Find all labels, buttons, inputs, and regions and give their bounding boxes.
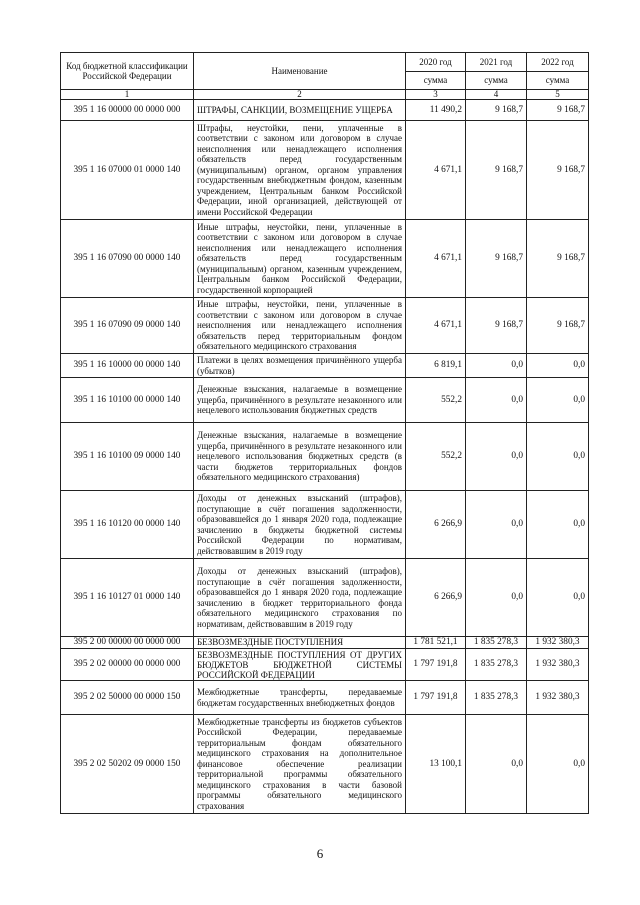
table-row	[61, 637, 589, 649]
row-code: 395 1 16 10120 00 0000 140	[61, 491, 194, 559]
column-number: 4	[466, 90, 527, 100]
row-code: 395 1 16 07090 09 0000 140	[61, 298, 194, 354]
table-row	[61, 681, 589, 715]
column-number: 5	[527, 90, 589, 100]
row-value-2022: 0,0	[527, 354, 589, 378]
table-row	[61, 298, 589, 354]
row-code: 395 2 02 50202 09 0000 150	[61, 715, 194, 814]
row-value-2022: 0,0	[527, 378, 589, 423]
row-value-2022: 1 932 380,3	[527, 649, 589, 681]
row-code: 395 1 16 10100 00 0000 140	[61, 378, 194, 423]
header-sum-2022: сумма	[527, 72, 589, 90]
header-year-2022: 2022 год	[527, 53, 589, 72]
row-name: Межбюджетные трансферты, передаваемые бюджетам государственных внебюджетных фондов	[194, 681, 406, 715]
column-number: 2	[194, 90, 406, 100]
header-year-2021: 2021 год	[466, 53, 527, 72]
row-name: БЕЗВОЗМЕЗДНЫЕ ПОСТУПЛЕНИЯ	[194, 637, 406, 649]
row-value-2020: 1 781 521,1	[406, 637, 466, 649]
row-code: 395 1 16 07000 01 0000 140	[61, 121, 194, 220]
row-code: 395 2 02 50000 00 0000 150	[61, 681, 194, 715]
row-name: Доходы от денежных взысканий (штрафов), поступающие в счёт погашения задолженности, образовавшейся до 1 января 2020 года, подлежащие зачислению в бюджеты бюджетной системы Российской Федерации по нормативам, действовавшим в 2019 году	[194, 491, 406, 559]
table-row	[61, 354, 589, 378]
row-value-2022: 0,0	[527, 423, 589, 491]
row-value-2020: 1 797 191,8	[406, 681, 466, 715]
table-row	[61, 220, 589, 298]
header-code: Код бюджетной классификации Российской Федерации	[61, 53, 194, 90]
row-code: 395 2 00 00000 00 0000 000	[61, 637, 194, 649]
row-value-2020: 6 819,1	[406, 354, 466, 378]
row-value-2021: 1 835 278,3	[466, 637, 527, 649]
row-value-2021: 9 168,7	[466, 298, 527, 354]
row-value-2021: 0,0	[466, 423, 527, 491]
row-name: Штрафы, неустойки, пени, уплаченные в соответствии с законом или договором в случае неисполнения или ненадлежащего исполнения обязательств перед государственным (муниципальным) органом, органом управления государственным внебюджетным фондом, казенным учреждением, Центральным банком Российской Федерации, иной организацией, действующей от имени Российской Федерации	[194, 121, 406, 220]
row-code: 395 1 16 10100 09 0000 140	[61, 423, 194, 491]
page-number: 6	[316, 846, 324, 861]
row-name: Иные штрафы, неустойки, пени, уплаченные в соответствии с законом или договором в случае неисполнения или ненадлежащего исполнения обязательств перед территориальным фондом обязательного медицинского страхования	[194, 298, 406, 354]
row-value-2020: 6 266,9	[406, 559, 466, 637]
header-sum-2021: сумма	[466, 72, 527, 90]
row-name: Межбюджетные трансферты из бюджетов субъектов Российской Федерации, передаваемые территориальным фондам обязательного медицинского страхования на дополнительное финансовое обеспечение реализации территориальной программы обязательного медицинского страхования в части базовой программы обязательного медицинского страхования	[194, 715, 406, 814]
row-value-2021: 9 168,7	[466, 220, 527, 298]
row-value-2020: 4 671,1	[406, 220, 466, 298]
row-value-2022: 1 932 380,3	[527, 681, 589, 715]
header-name: Наименование	[194, 53, 406, 90]
row-code: 395 2 02 00000 00 0000 000	[61, 649, 194, 681]
row-value-2022: 0,0	[527, 715, 589, 814]
row-value-2020: 552,2	[406, 378, 466, 423]
row-code: 395 1 16 07090 00 0000 140	[61, 220, 194, 298]
column-number: 1	[61, 90, 194, 100]
row-name: Иные штрафы, неустойки, пени, уплаченные в соответствии с законом или договором в случае неисполнения или ненадлежащего исполнения обязательств перед государственным (муниципальным) органом, казенным учреждением, Центральным банком Российской Федерации, государственной корпорацией	[194, 220, 406, 298]
row-value-2020: 1 797 191,8	[406, 649, 466, 681]
row-name: БЕЗВОЗМЕЗДНЫЕ ПОСТУПЛЕНИЯ ОТ ДРУГИХ БЮДЖЕТОВ БЮДЖЕТНОЙ СИСТЕМЫ РОССИЙСКОЙ ФЕДЕРАЦИИ	[194, 649, 406, 681]
row-value-2022: 1 932 380,3	[527, 637, 589, 649]
row-value-2021: 0,0	[466, 491, 527, 559]
row-value-2022: 0,0	[527, 559, 589, 637]
row-name: Платежи в целях возмещения причинённого ущерба (убытков)	[194, 354, 406, 378]
row-value-2021: 1 835 278,3	[466, 649, 527, 681]
table-row	[61, 121, 589, 220]
row-name: Денежные взыскания, налагаемые в возмещение ущерба, причинённого в результате незаконного или нецелевого использования бюджетных средств (в части бюджетов территориальных фондов обязательного медицинского страхования)	[194, 423, 406, 491]
row-value-2020: 552,2	[406, 423, 466, 491]
table-row	[61, 649, 589, 681]
row-value-2022: 9 168,7	[527, 298, 589, 354]
table-row	[61, 378, 589, 423]
budget-table	[60, 52, 589, 814]
table-row	[61, 100, 589, 121]
row-name: Доходы от денежных взысканий (штрафов), поступающие в счёт погашения задолженности, образовавшейся до 1 января 2020 года, подлежащие зачислению в бюджет территориального фонда обязательного медицинского страхования по нормативам, действовавшим в 2019 году	[194, 559, 406, 637]
row-value-2020: 4 671,1	[406, 298, 466, 354]
row-value-2021: 0,0	[466, 559, 527, 637]
row-code: 395 1 16 00000 00 0000 000	[61, 100, 194, 121]
row-value-2021: 1 835 278,3	[466, 681, 527, 715]
table-row	[61, 715, 589, 814]
header-sum-2020: сумма	[406, 72, 466, 90]
row-value-2022: 9 168,7	[527, 121, 589, 220]
row-value-2021: 9 168,7	[466, 121, 527, 220]
column-number: 3	[406, 90, 466, 100]
row-value-2020: 4 671,1	[406, 121, 466, 220]
row-value-2022: 9 168,7	[527, 220, 589, 298]
header-year-2020: 2020 год	[406, 53, 466, 72]
table-row	[61, 491, 589, 559]
row-value-2020: 13 100,1	[406, 715, 466, 814]
table-row	[61, 559, 589, 637]
row-name: Денежные взыскания, налагаемые в возмещение ущерба, причинённого в результате незаконного или нецелевого использования бюджетных средств	[194, 378, 406, 423]
row-value-2022: 9 168,7	[527, 100, 589, 121]
row-value-2020: 6 266,9	[406, 491, 466, 559]
row-value-2022: 0,0	[527, 491, 589, 559]
row-name: ШТРАФЫ, САНКЦИИ, ВОЗМЕЩЕНИЕ УЩЕРБА	[194, 100, 406, 121]
row-value-2021: 9 168,7	[466, 100, 527, 121]
row-value-2020: 11 490,2	[406, 100, 466, 121]
row-code: 395 1 16 10000 00 0000 140	[61, 354, 194, 378]
row-value-2021: 0,0	[466, 354, 527, 378]
row-code: 395 1 16 10127 01 0000 140	[61, 559, 194, 637]
row-value-2021: 0,0	[466, 378, 527, 423]
row-value-2021: 0,0	[466, 715, 527, 814]
table-row	[61, 423, 589, 491]
